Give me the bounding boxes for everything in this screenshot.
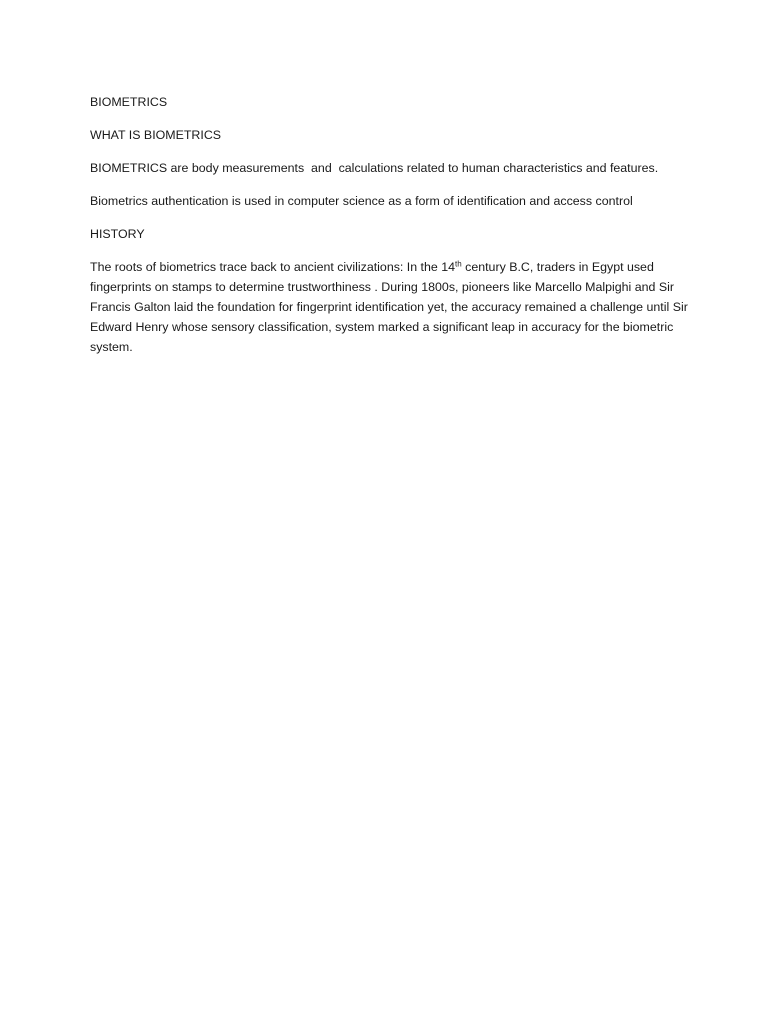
definition-paragraph: BIOMETRICS are body measurements and calculations related to human characteristics and features. [90,161,659,175]
history-paragraph [90,257,690,357]
document-heading: BIOMETRICS [90,95,168,109]
section-heading-what-is: WHAT IS BIOMETRICS [90,128,222,142]
history-text-rest: century B.C, traders in Egypt used fingerprints on stamps to determine trustworthiness . During 1800s, pioneers like Marcello Malpighi and Sir Francis Galton laid the foundation for fingerprint identification yet, the accuracy remained a challenge until Sir Edward Henry whose sensory classification, system marked a significant leap in accuracy for the biometric system. [90,260,688,354]
history-text-start: The roots of biometrics trace back to ancient civilizations: In the 14 [90,260,456,274]
ordinal-superscript: th [455,259,462,269]
section-heading-history: HISTORY [90,227,145,241]
document-body [90,92,690,370]
authentication-paragraph: Biometrics authentication is used in computer science as a form of identification and access control [90,194,633,208]
